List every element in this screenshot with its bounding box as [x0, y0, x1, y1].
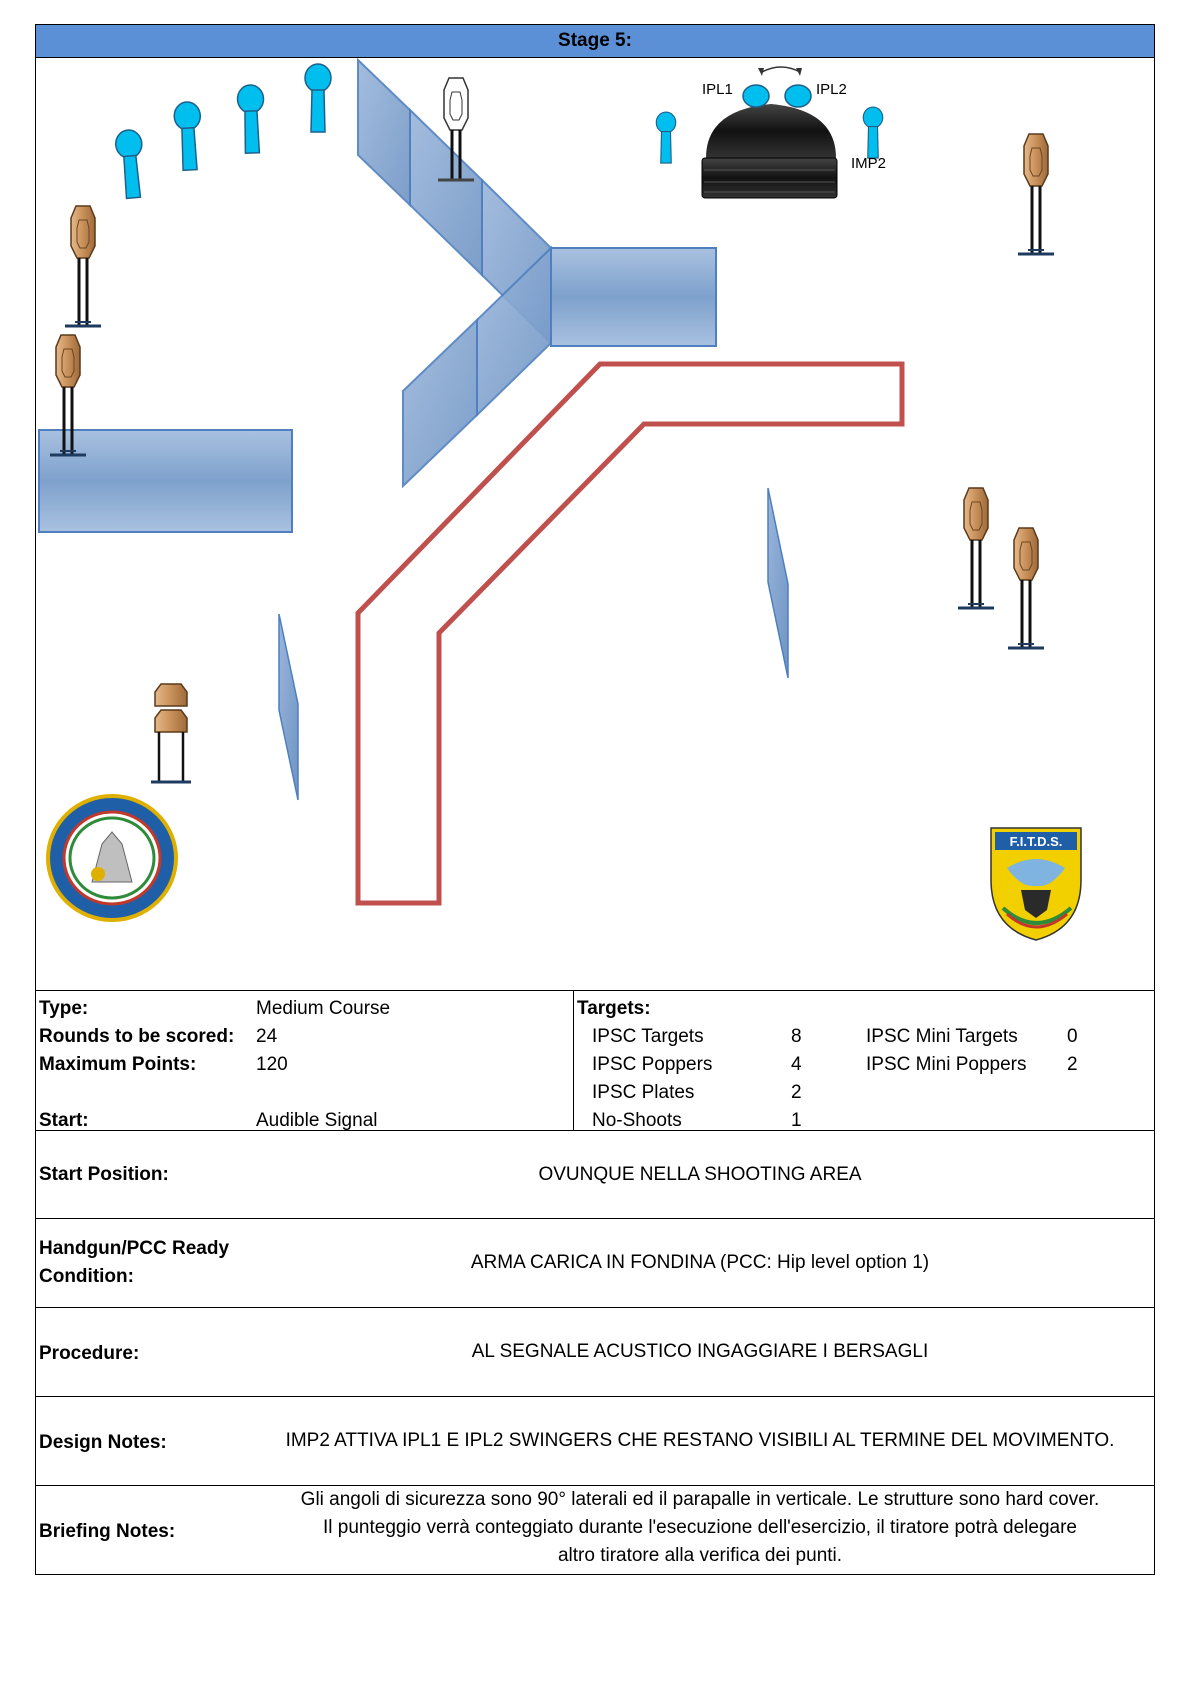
briefing-line3: altro tiratore alla verifica dei punti.	[557, 1545, 843, 1566]
target-count: 1	[791, 1110, 802, 1131]
stage-diagram	[35, 58, 1155, 991]
wall-right-block	[551, 248, 716, 346]
stage-info	[36, 990, 574, 1130]
type-label: Type:	[39, 998, 89, 1019]
popper-target	[115, 129, 147, 199]
target-name: IPSC Mini Poppers	[866, 1054, 1027, 1075]
wall-small-right	[768, 488, 788, 678]
stage-diagram-svg	[36, 58, 1154, 990]
briefing-notes-label: Briefing Notes:	[39, 1521, 176, 1542]
ipsc-target	[1018, 134, 1054, 254]
procedure-value: AL SEGNALE ACUSTICO INGAGGIARE I BERSAGLI	[471, 1341, 929, 1362]
ipsc-target	[65, 206, 101, 326]
popper-target	[237, 85, 265, 154]
start-label: Start:	[39, 1110, 89, 1131]
procedure-row	[35, 1307, 1155, 1397]
target-name: IPSC Targets	[592, 1026, 704, 1047]
plate-ipl2	[785, 85, 811, 107]
swing-arrow-icon	[762, 67, 800, 72]
type-value: Medium Course	[256, 998, 391, 1019]
target-count: 8	[791, 1026, 802, 1047]
design-notes-row	[35, 1396, 1155, 1486]
briefing-line2: Il punteggio verrà conteggiato durante l'esecuzione dell'esercizio, il tiratore potrà delegare	[323, 1517, 1077, 1538]
stage-sheet	[35, 24, 1155, 1594]
start-value: Audible Signal	[256, 1110, 378, 1131]
info-row	[35, 990, 1155, 1131]
wall-lower-diagonal	[403, 248, 551, 486]
popper-target	[174, 101, 204, 170]
target-count: 2	[1067, 1054, 1078, 1075]
mini-popper-target	[656, 112, 676, 163]
target-name: IPSC Mini Targets	[866, 1026, 1018, 1047]
target-count: 4	[791, 1054, 802, 1075]
target-name: IPSC Poppers	[592, 1054, 713, 1075]
briefing-notes-row	[35, 1485, 1155, 1575]
target-count: 2	[791, 1082, 802, 1103]
mini-popper-target	[863, 107, 883, 158]
target-name: No-Shoots	[592, 1110, 682, 1131]
ready-condition-row	[35, 1218, 1155, 1308]
targets-panel	[574, 990, 1154, 1130]
ready-value: ARMA CARICA IN FONDINA (PCC: Hip level option 1)	[470, 1252, 930, 1273]
ipsc-target	[958, 488, 994, 608]
design-notes-value: IMP2 ATTIVA IPL1 E IPL2 SWINGERS CHE RESTANO VISIBILI AL TERMINE DEL MOVIMENTO.	[285, 1430, 1115, 1451]
label-imp2: IMP2	[851, 155, 887, 172]
start-position-row	[35, 1130, 1155, 1219]
rounds-label: Rounds to be scored:	[39, 1026, 235, 1047]
mini-target-stack	[151, 684, 191, 782]
stage-title: Stage 5:	[35, 24, 1155, 58]
briefing-line1: Gli angoli di sicurezza sono 90° laterali ed il parapalle in verticale. Le strutture sono hard cover.	[300, 1489, 1100, 1510]
target-count: 0	[1067, 1026, 1078, 1047]
ipsc-target	[1008, 528, 1044, 648]
ready-label-line2: Condition:	[39, 1266, 134, 1287]
wall-small-left	[279, 614, 298, 800]
popper-target	[305, 64, 331, 132]
targets-header: Targets:	[577, 998, 651, 1019]
logo-fitds	[991, 828, 1081, 940]
berm-swinger-ipl	[702, 104, 837, 198]
wall-left-block	[39, 430, 292, 532]
start-position-label: Start Position:	[39, 1164, 169, 1185]
target-name: IPSC Plates	[592, 1082, 695, 1103]
design-notes-label: Design Notes:	[39, 1432, 167, 1453]
start-position-value: OVUNQUE NELLA SHOOTING AREA	[538, 1164, 862, 1185]
logo-italian-shooters-club	[48, 796, 176, 920]
procedure-label: Procedure:	[39, 1343, 140, 1364]
ready-label-line1: Handgun/PCC Ready	[39, 1238, 230, 1259]
logo-fitds-text: F.I.T.D.S.	[1009, 834, 1063, 849]
label-ipl2: IPL2	[816, 81, 847, 98]
rounds-value: 24	[256, 1026, 278, 1047]
label-ipl1: IPL1	[702, 81, 733, 98]
points-value: 120	[256, 1054, 288, 1075]
plate-ipl1	[743, 85, 769, 107]
points-label: Maximum Points:	[39, 1054, 197, 1075]
